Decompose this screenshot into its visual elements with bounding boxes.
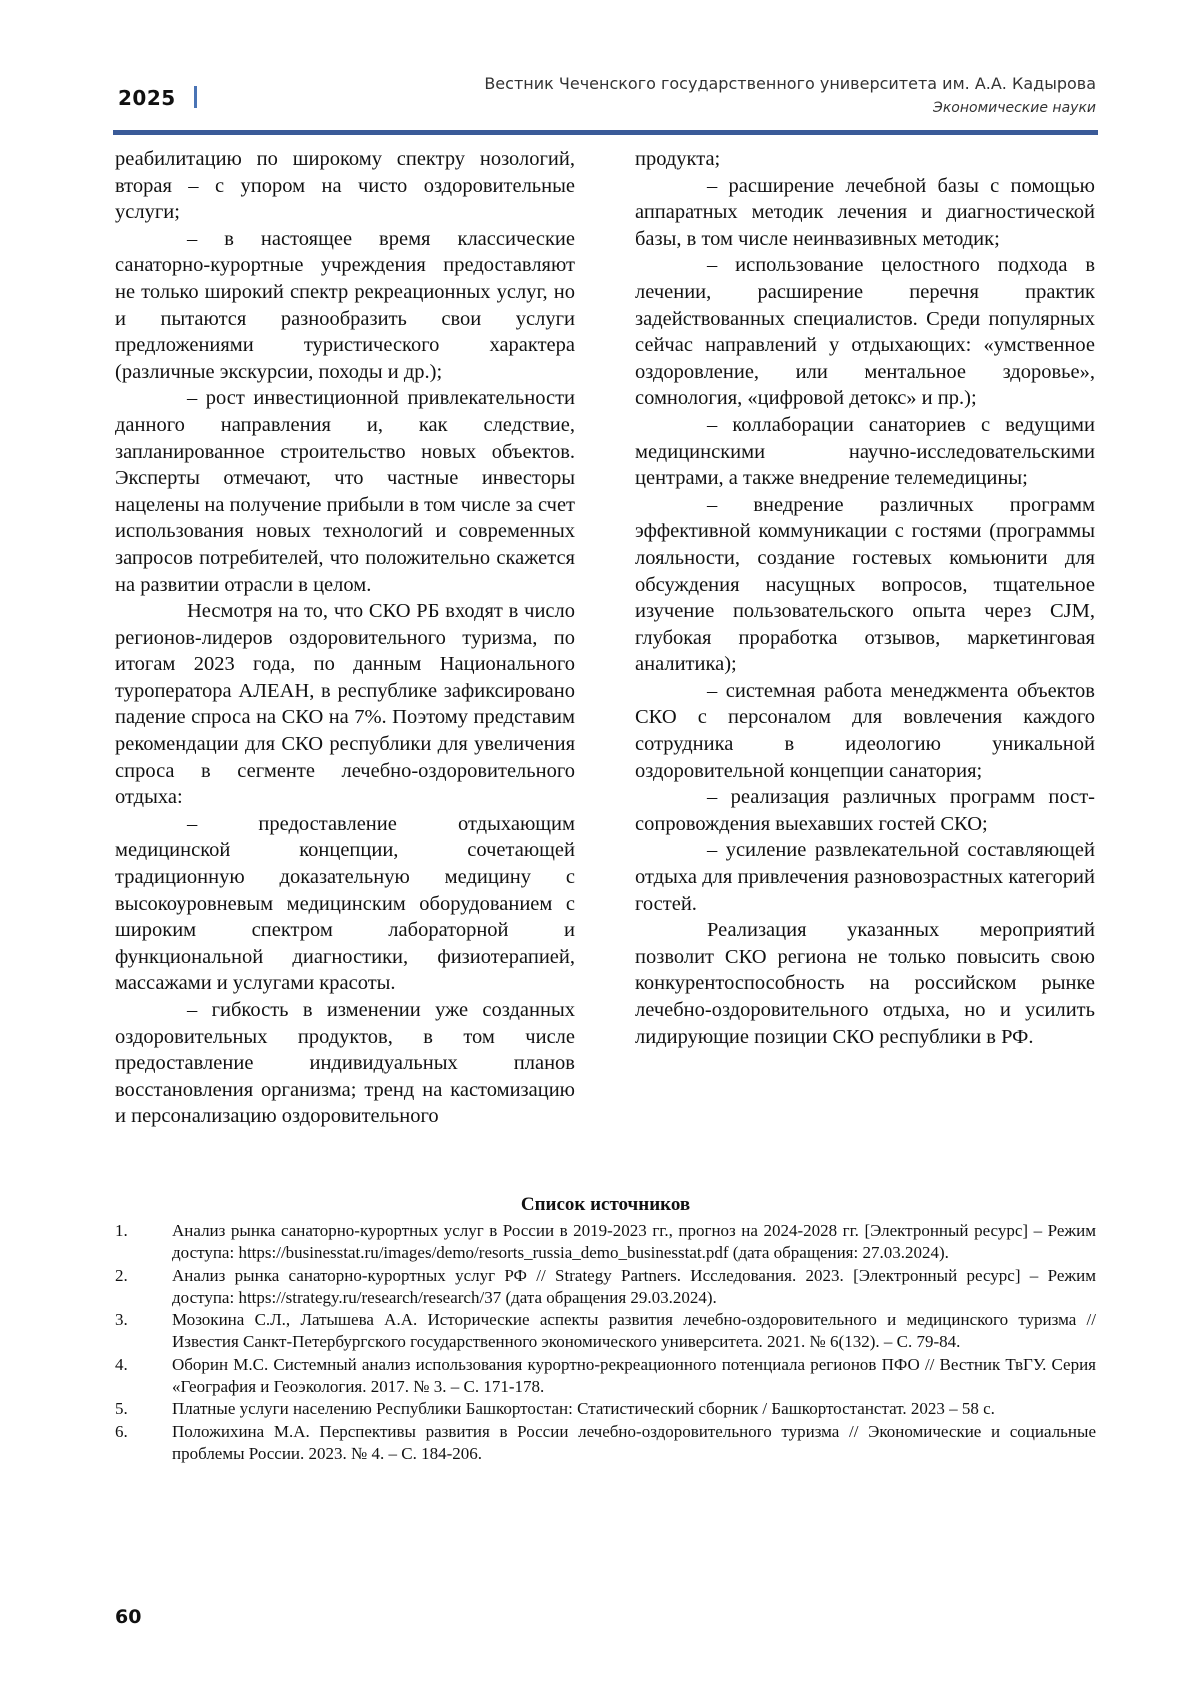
reference-number: 3. [115, 1310, 128, 1330]
page-header [115, 70, 1096, 130]
journal-year: 2025 [118, 86, 176, 110]
reference-item [115, 1220, 1096, 1265]
year-divider [194, 86, 197, 108]
reference-text: Платные услуги населению Республики Башкортостан: Статистический сборник / Башкортостанстат. 2023 – 58 с. [172, 1399, 995, 1419]
reference-item [115, 1398, 1096, 1420]
reference-text: Оборин М.С. Системный анализ использования курортно-рекреационного потенциала регионов ПФО // Вестник ТвГУ. Серия «География и Геоэкология. 2017. № 3. – С. 171-178. [172, 1354, 1096, 1397]
paragraph: Реализация указанных мероприятий позволит СКО региона не только повысить свою конкурентоспособность на российском рынке лечебно-оздоровительного отдыха, но и усилить лидирующие позиции СКО республики в РФ. [635, 919, 1095, 1048]
reference-item [115, 1421, 1096, 1466]
paragraph: продукта; [635, 148, 721, 170]
journal-title: Вестник Чеченского государственного университета им. А.А. Кадырова [484, 74, 1096, 93]
reference-item [115, 1309, 1096, 1354]
list-item: – использование целостного подхода в лечении, расширение перечня практик задействованных специалистов. Среди популярных сейчас направлений у отдыхающих: «умственное оздоровление, или ментальное здоровье», сомнология, «цифровой детокс» и пр.); [635, 254, 1095, 410]
list-item: – коллаборации санаториев с ведущими медицинскими научно-исследовательскими центрами, а также внедрение телемедицины; [635, 413, 1095, 490]
list-item: – усиление развлекательной составляющей отдыха для привлечения разновозрастных категорий гостей. [635, 839, 1095, 915]
list-item: – предоставление отдыхающим медицинской концепции, сочетающей традиционную доказательную медицину с высокоуровневым медицинским оборудованием с широким спектром лабораторной и функциональной диагностики, физиотерапией, массажами и услугами красоты. [115, 812, 575, 995]
list-item: – расширение лечебной базы с помощью аппаратных методик лечения и диагностической базы, в том числе неинвазивных методик; [635, 174, 1095, 250]
reference-number: 1. [115, 1221, 128, 1240]
reference-text: Анализ рынка санаторно-курортных услуг РФ // Strategy Partners. Исследования. 2023. [Электронный ресурс] – Режим доступа: https://strategy.ru/research/research/37 (дата обращения 29.03.2024). [172, 1265, 1096, 1307]
paragraph: Несмотря на то, что СКО РБ входят в число регионов-лидеров оздоровительного туризма, по итогам 2023 года, по данным Национального туроператора АЛЕАН, в республике зафиксировано падение спроса на СКО на 7%. Поэтому представим рекомендации для СКО республики для увеличения спроса в сегменте лечебно-оздоровительного отдыха: [115, 600, 575, 809]
header-rule [113, 130, 1098, 135]
reference-number: 6. [115, 1421, 128, 1441]
references-section [115, 1192, 1096, 1465]
reference-text: Положихина М.А. Перспективы развития в России лечебно-оздоровительного туризма // Экономические и социальные проблемы России. 2023. № 4. – С. 184-206. [172, 1421, 1096, 1463]
reference-number: 2. [115, 1265, 128, 1285]
reference-text: Анализ рынка санаторно-курортных услуг в России в 2019-2023 гг., прогноз на 2024-2028 гг. [Электронный ресурс] – Режим доступа: https://businesstat.ru/images/demo/resorts_russia_demo_businesstat.pdf (дата обращения: 27.03.2024). [172, 1221, 1096, 1263]
reference-item [115, 1265, 1096, 1310]
list-item: – реализация различных программ пост-сопровождения выехавших гостей СКО; [635, 786, 1095, 835]
list-item: – системная работа менеджмента объектов СКО с персоналом для вовлечения каждого сотрудника в идеологию уникальной оздоровительной концепции санатория; [635, 679, 1095, 782]
list-item: – внедрение различных программ эффективной коммуникации с гостями (программы лояльности, создание гостевых комьюнити для обсуждения насущных вопросов, тщательное изучение пользовательского опыта через CJM, глубокая проработка отзывов, маркетинговая аналитика); [635, 493, 1095, 676]
left-column [115, 146, 575, 1130]
paragraph: реабилитацию по широкому спектру нозологий, вторая – с упором на чисто оздоровительные услуги; [115, 148, 575, 224]
reference-number: 5. [115, 1399, 128, 1419]
list-item: – в настоящее время классические санаторно-курортные учреждения предоставляют не только широкий спектр рекреационных услуг, но и пытаются разнообразить свои услуги предложениями туристического характера (различные экскурсии, походы и др.); [115, 227, 575, 383]
reference-number: 4. [115, 1354, 128, 1374]
page-number: 60 [115, 1606, 142, 1628]
list-item: – гибкость в изменении уже созданных оздоровительных продуктов, в том числе предоставление индивидуальных планов восстановления организма; тренд на кастомизацию и персонализацию оздоровительного [115, 999, 575, 1128]
references-title: Список источников [520, 1194, 691, 1215]
reference-text: Мозокина С.Л., Латышева А.А. Исторические аспекты развития лечебно-оздоровительного и медицинского туризма // Известия Санкт-Петербургского государственного экономического университета. 2021. № 6(132). – С. 79-84. [172, 1310, 1096, 1352]
reference-item [115, 1354, 1096, 1399]
right-column [635, 146, 1095, 1050]
list-item: – рост инвестиционной привлекательности данного направления и, как следствие, запланированное строительство новых объектов. Эксперты отмечают, что частные инвесторы нацелены на получение прибыли в том числе за счет использования новых технологий и современных запросов потребителей, что положительно скажется на развитии отрасли в целом. [115, 387, 575, 596]
journal-section: Экономические науки [933, 100, 1096, 116]
